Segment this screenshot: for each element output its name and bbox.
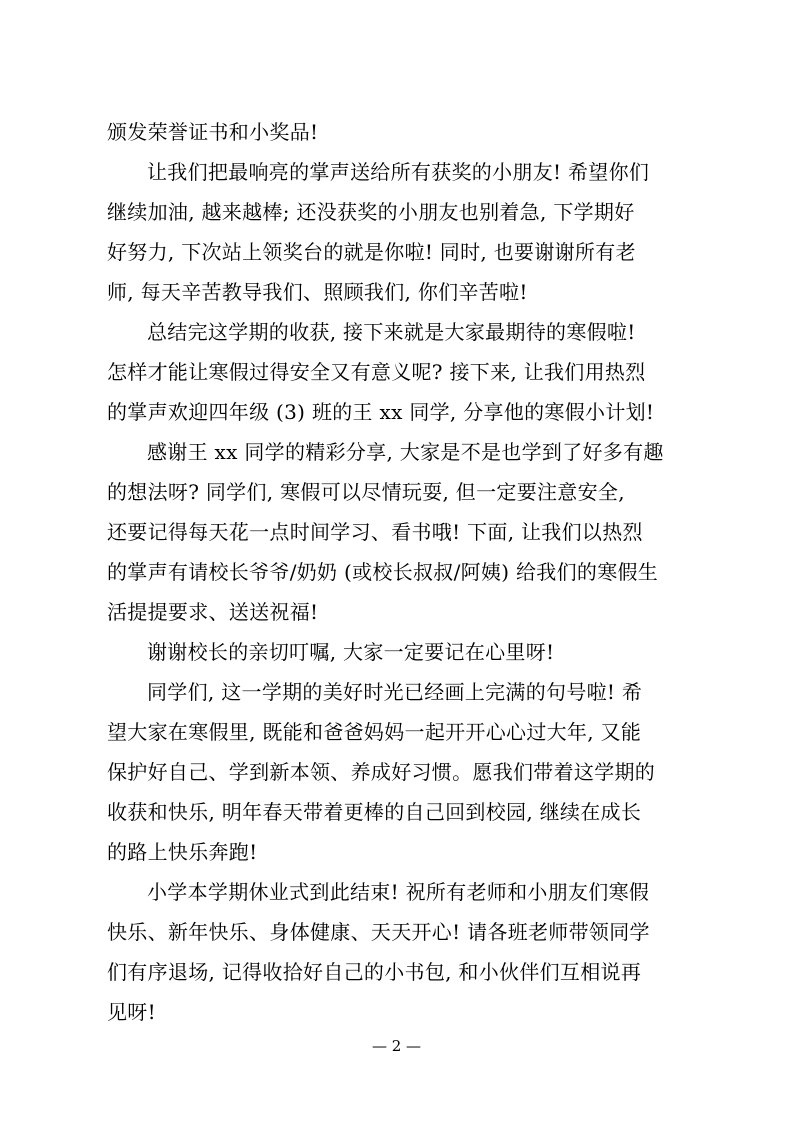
text-line: 们有序退场, 记得收拾好自己的小书包, 和小伙伴们互相说再 (107, 960, 642, 984)
text-line: 的掌声欢迎四年级 (3) 班的王 xx 同学, 分享他的寒假小计划! (107, 400, 655, 424)
text-line: 好努力, 下次站上领奖台的就是你啦! 同时, 也要谢谢所有老 (107, 240, 636, 264)
text-line: 的掌声有请校长爷爷/奶奶 (或校长叔叔/阿姨) 给我们的寒假生 (107, 560, 659, 584)
paragraph-start-line: 小学本学期休业式到此结束! 祝所有老师和小朋友们寒假 (147, 880, 650, 904)
text-line: 师, 每天辛苦教导我们、照顾我们, 你们辛苦啦! (107, 280, 528, 304)
text-line: 保护好自己、学到新本领、养成好习惯。愿我们带着这学期的 (107, 760, 656, 784)
text-line: 还要记得每天花一点时间学习、看书哦! 下面, 让我们以热烈 (107, 520, 643, 544)
text-line: 收获和快乐, 明年春天带着更棒的自己回到校园, 继续在成长 (107, 800, 642, 824)
text-line: 的路上快乐奔跑! (107, 840, 258, 864)
paragraph-start-line: 谢谢校长的亲切叮嘱, 大家一定要记在心里呀! (147, 640, 555, 664)
text-line: 颁发荣誉证书和小奖品! (107, 120, 319, 144)
paragraph-start-line: 让我们把最响亮的掌声送给所有获奖的小朋友! 希望你们 (147, 160, 650, 184)
text-line: 活提提要求、送送祝福! (107, 600, 319, 624)
page-number: — 2 — (371, 1037, 422, 1055)
paragraph-start-line: 同学们, 这一学期的美好时光已经画上完满的句号啦! 希 (147, 680, 643, 704)
paragraph-start-line: 感谢王 xx 同学的精彩分享, 大家是不是也学到了好多有趣 (147, 440, 664, 464)
text-line: 怎样才能让寒假过得安全又有意义呢? 接下来, 让我们用热烈 (107, 360, 646, 384)
paragraph-start-line: 总结完这学期的收获, 接下来就是大家最期待的寒假啦! (147, 320, 636, 344)
text-line: 继续加油, 越来越棒; 还没获奖的小朋友也别着急, 下学期好 (107, 200, 635, 224)
text-line: 的想法呀? 同学们, 寒假可以尽情玩耍, 但一定要注意安全, (107, 480, 625, 504)
text-line: 望大家在寒假里, 既能和爸爸妈妈一起开开心心过大年, 又能 (107, 720, 642, 744)
text-line: 快乐、新年快乐、身体健康、天天开心! 请各班老师带领同学 (107, 920, 650, 944)
text-line: 见呀! (107, 1000, 156, 1024)
